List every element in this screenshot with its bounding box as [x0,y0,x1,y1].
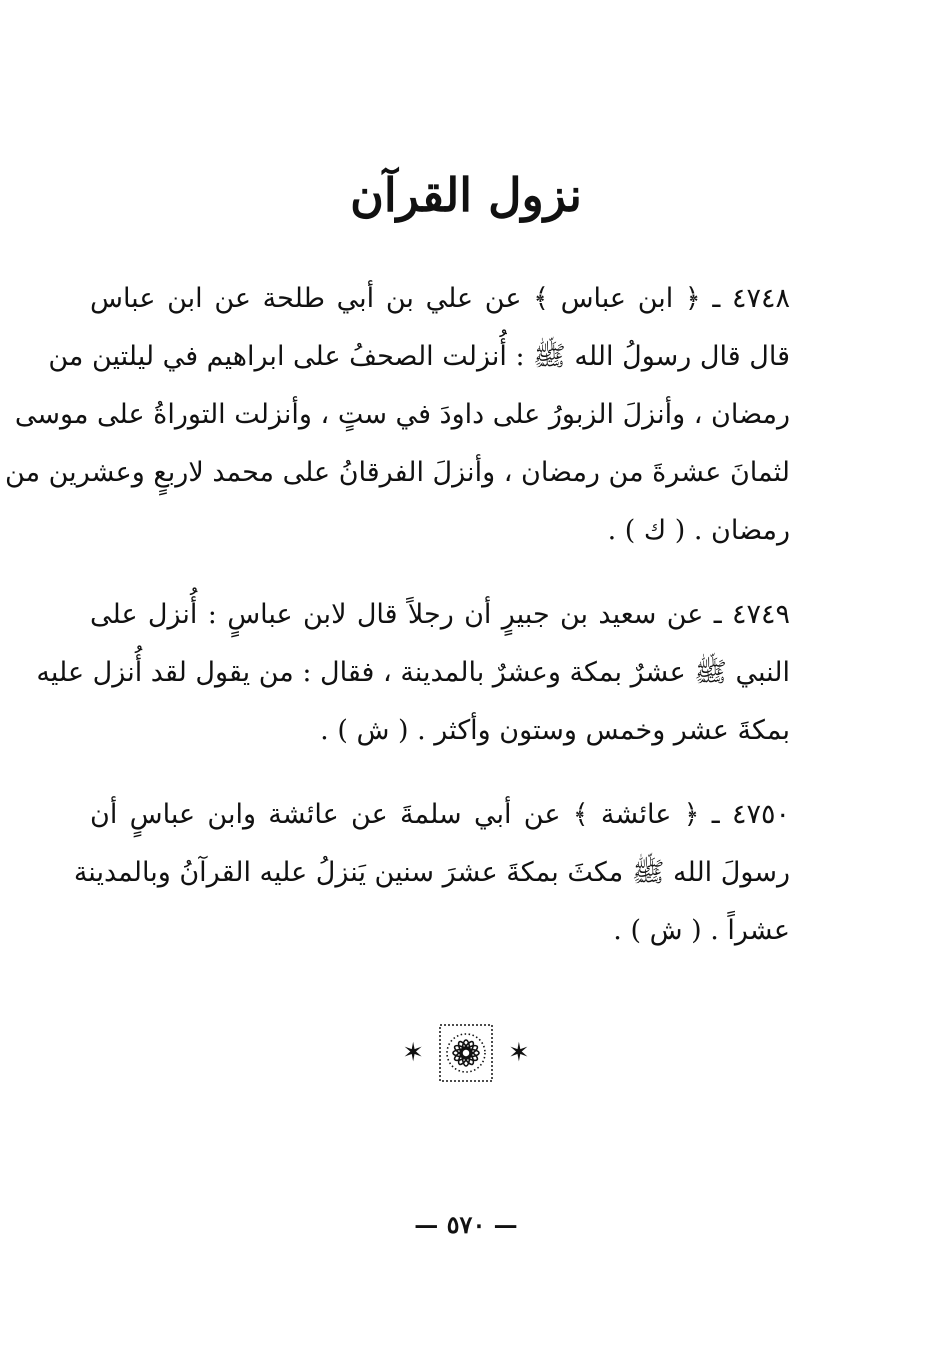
text-line: النبي ﷺ عشرٌ بمكة وعشرٌ بالمدينة ، فقال : من يقول لقد أُنزل عليه [36,657,790,688]
section-divider-ornament [0,1018,932,1088]
text-line: عشراً . ( ش ) . [613,915,790,946]
text-line: ٤٧٤٩ ـ عن سعيد بن جبيرٍ أن رجلاً قال لابن عباسٍ : أُنزل على [90,599,790,630]
star-icon: ✶ [402,1038,424,1068]
text-line: رمضان . ( ك ) . [607,515,790,546]
text-line: لثمانَ عشرةَ من رمضان ، وأنزلَ الفرقانُ على محمد لاربعٍ وعشرين من [5,457,790,488]
hadith-4750 [73,786,790,960]
text-line: ٤٧٥٠ ـ ﴿ عائشة ﴾ عن أبي سلمةَ عن عائشة وابن عباسٍ أن [90,799,790,830]
star-icon: ✶ [508,1038,530,1068]
text-line: رسولَ الله ﷺ مكثَ بمكةَ عشرَ سنين يَنزلُ عليه القرآنُ وبالمدينة [73,857,790,888]
page-number: — ٥٧٠ — [414,1210,518,1239]
chapter-title: نزول القرآن [350,168,582,222]
text-line: قال قال رسولُ الله ﷺ : أُنزلت الصحفُ على ابراهيم في ليلتين من [48,341,790,372]
text-line: بمكةَ عشر وخمس وستون وأكثر . ( ش ) . [320,715,790,746]
hadith-4749 [36,586,790,760]
text-line: ٤٧٤٨ ـ ﴿ ابن عباس ﴾ عن علي بن أبي طلحة عن ابن عباس [90,283,790,314]
rosette-icon [438,1023,494,1083]
hadith-4748 [5,270,790,560]
text-line: رمضان ، وأنزلَ الزبورُ على داودَ في ستٍ ، وأنزلت التوراةُ على موسى [14,399,790,430]
